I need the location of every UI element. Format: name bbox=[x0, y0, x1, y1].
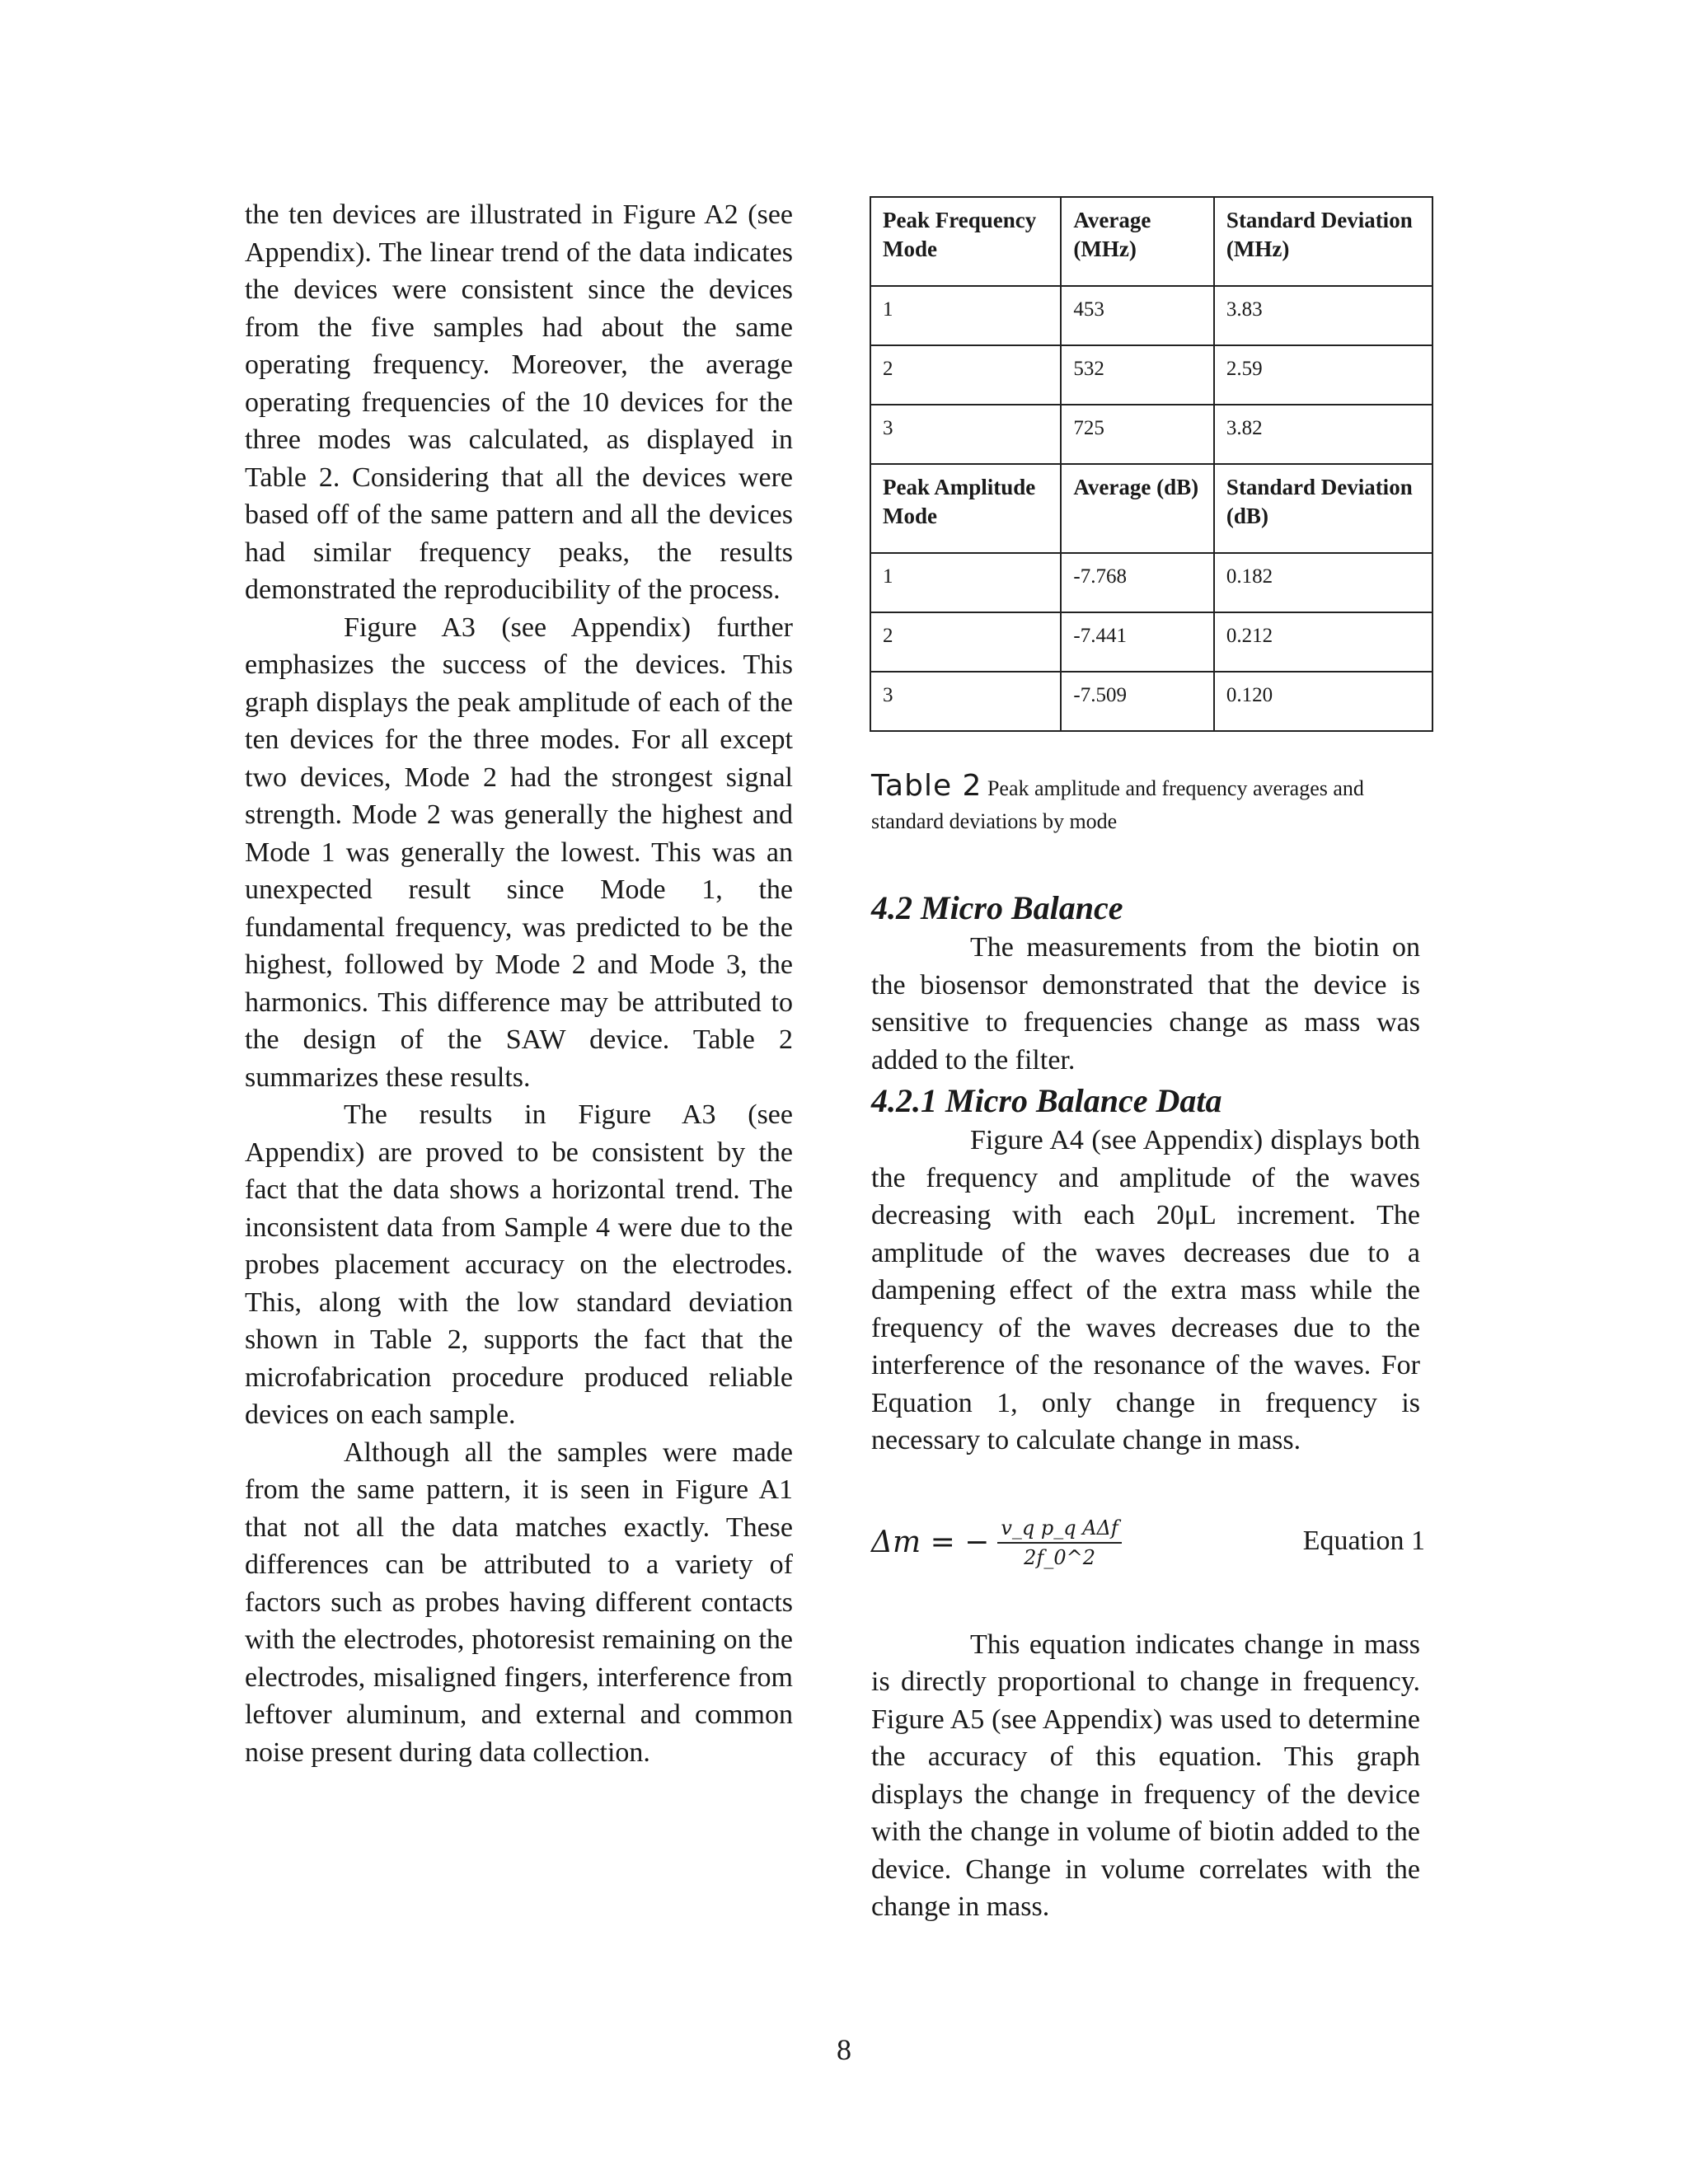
left-paragraph-4: Although all the samples were made from the same pattern, it is seen in Figure A1 that not all the data matches exactly. These differences can be attributed to a variety of factors such as probes having different contacts with the electrodes, photoresist remaining on the electrodes, misaligned fingers, interference from leftover aluminum, and external and common noise present during data collection. bbox=[245, 1436, 793, 1768]
equation-numerator: v_q p_q AΔf bbox=[997, 1516, 1121, 1544]
equation-1 bbox=[871, 1506, 1425, 1580]
table-caption-text: Peak amplitude and frequency averages and standard deviations by mode bbox=[871, 776, 1364, 833]
table-row bbox=[870, 612, 1432, 672]
table-row bbox=[870, 286, 1432, 345]
table-header-cell: Standard Deviation (MHz) bbox=[1214, 197, 1432, 286]
table-cell: 2.59 bbox=[1214, 345, 1432, 405]
equation-fraction bbox=[997, 1516, 1121, 1570]
section-heading-micro-balance: 4.2 Micro Balance bbox=[871, 889, 1123, 926]
equation-formula bbox=[871, 1506, 1122, 1580]
left-paragraph-1: the ten devices are illustrated in Figure A2 (see Appendix). The linear trend of the data indicates the devices were consistent since the devices from the five samples had about the same operating frequency. Moreover, the average operating frequencies of the 10 devices for the three modes was calculated, as displayed in Table 2. Considering that all the devices were based off of the same pattern and all the devices had similar frequency peaks, the results demonstrated the reproducibility of the process. bbox=[245, 199, 793, 605]
table-cell: -7.441 bbox=[1061, 612, 1214, 672]
right-column bbox=[871, 196, 1425, 1926]
table-cell: 2 bbox=[870, 612, 1061, 672]
table-header-frequency bbox=[870, 197, 1432, 286]
table-header-cell: Standard Deviation (dB) bbox=[1214, 464, 1432, 553]
table-header-cell: Peak Amplitude Mode bbox=[870, 464, 1061, 553]
page-number: 8 bbox=[837, 2033, 851, 2066]
table-header-cell: Average (MHz) bbox=[1061, 197, 1214, 286]
table-header-cell: Peak Frequency Mode bbox=[870, 197, 1061, 286]
equation-lhs: Δm = − bbox=[871, 1526, 990, 1559]
table-cell: 453 bbox=[1061, 286, 1214, 345]
table-cell: 3.82 bbox=[1214, 405, 1432, 464]
table-cell: 725 bbox=[1061, 405, 1214, 464]
table-row bbox=[870, 553, 1432, 612]
table-cell: 1 bbox=[870, 553, 1061, 612]
table-header-cell: Average (dB) bbox=[1061, 464, 1214, 553]
table-caption-label: Table 2 bbox=[871, 769, 982, 803]
table-cell: 3 bbox=[870, 405, 1061, 464]
table-cell: 3.83 bbox=[1214, 286, 1432, 345]
table-cell: -7.509 bbox=[1061, 672, 1214, 731]
table-cell: 0.120 bbox=[1214, 672, 1432, 731]
table-row bbox=[870, 405, 1432, 464]
table-header-amplitude bbox=[870, 464, 1432, 553]
right-paragraph-3: This equation indicates change in mass is directly proportional to change in frequency. Figure A5 (see Appendix) was used to determine the accuracy of this equation. This graph displays the change in frequency of the device with the change in volume of biotin added to the device. Change in volume correlates with the change in mass. bbox=[871, 1629, 1420, 1922]
left-paragraph-2: Figure A3 (see Appendix) further emphasizes the success of the devices. This graph displays the peak amplitude of each of the ten devices for the three modes. For all except two devices, Mode 2 had the strongest signal strength. Mode 2 was generally the highest and Mode 1 was generally the lowest. This was an unexpected result since Mode 1, the fundamental frequency, was predicted to be the highest, followed by Mode 2 and Mode 3, the harmonics. This difference may be attributed to the design of the SAW device. Table 2 summarizes these results. bbox=[245, 612, 793, 1093]
table-cell: 0.182 bbox=[1214, 553, 1432, 612]
left-column bbox=[245, 196, 793, 1771]
table-cell: 1 bbox=[870, 286, 1061, 345]
table-cell: 3 bbox=[870, 672, 1061, 731]
table-row bbox=[870, 672, 1432, 731]
table-cell: 2 bbox=[870, 345, 1061, 405]
table-caption bbox=[871, 770, 1420, 838]
table-cell: 0.212 bbox=[1214, 612, 1432, 672]
table-cell: 532 bbox=[1061, 345, 1214, 405]
equation-label: Equation 1 bbox=[1302, 1525, 1425, 1556]
right-paragraph-1: The measurements from the biotin on the biosensor demonstrated that the device is sensitive to frequencies change as mass was added to the filter. bbox=[871, 932, 1420, 1076]
left-paragraph-3: The results in Figure A3 (see Appendix) are proved to be consistent by the fact that the data shows a horizontal trend. The inconsistent data from Sample 4 were due to the probes placement accuracy on the electrodes. This, along with the low standard deviation shown in Table 2, supports the fact that the microfabrication procedure produced reliable devices on each sample. bbox=[245, 1099, 793, 1430]
table-cell: -7.768 bbox=[1061, 553, 1214, 612]
table-row bbox=[870, 345, 1432, 405]
results-table bbox=[870, 196, 1433, 732]
equation-denominator: 2f_0^2 bbox=[1024, 1545, 1095, 1569]
right-paragraph-2: Figure A4 (see Appendix) displays both the frequency and amplitude of the waves decreasing with each 20μL increment. The amplitude of the waves decreases due to a dampening effect of the extra mass while the frequency of the waves decreases due to the interference of the resonance of the waves. For Equation 1, only change in frequency is necessary to calculate change in mass. bbox=[871, 1125, 1420, 1455]
section-heading-micro-balance-data: 4.2.1 Micro Balance Data bbox=[871, 1082, 1222, 1119]
